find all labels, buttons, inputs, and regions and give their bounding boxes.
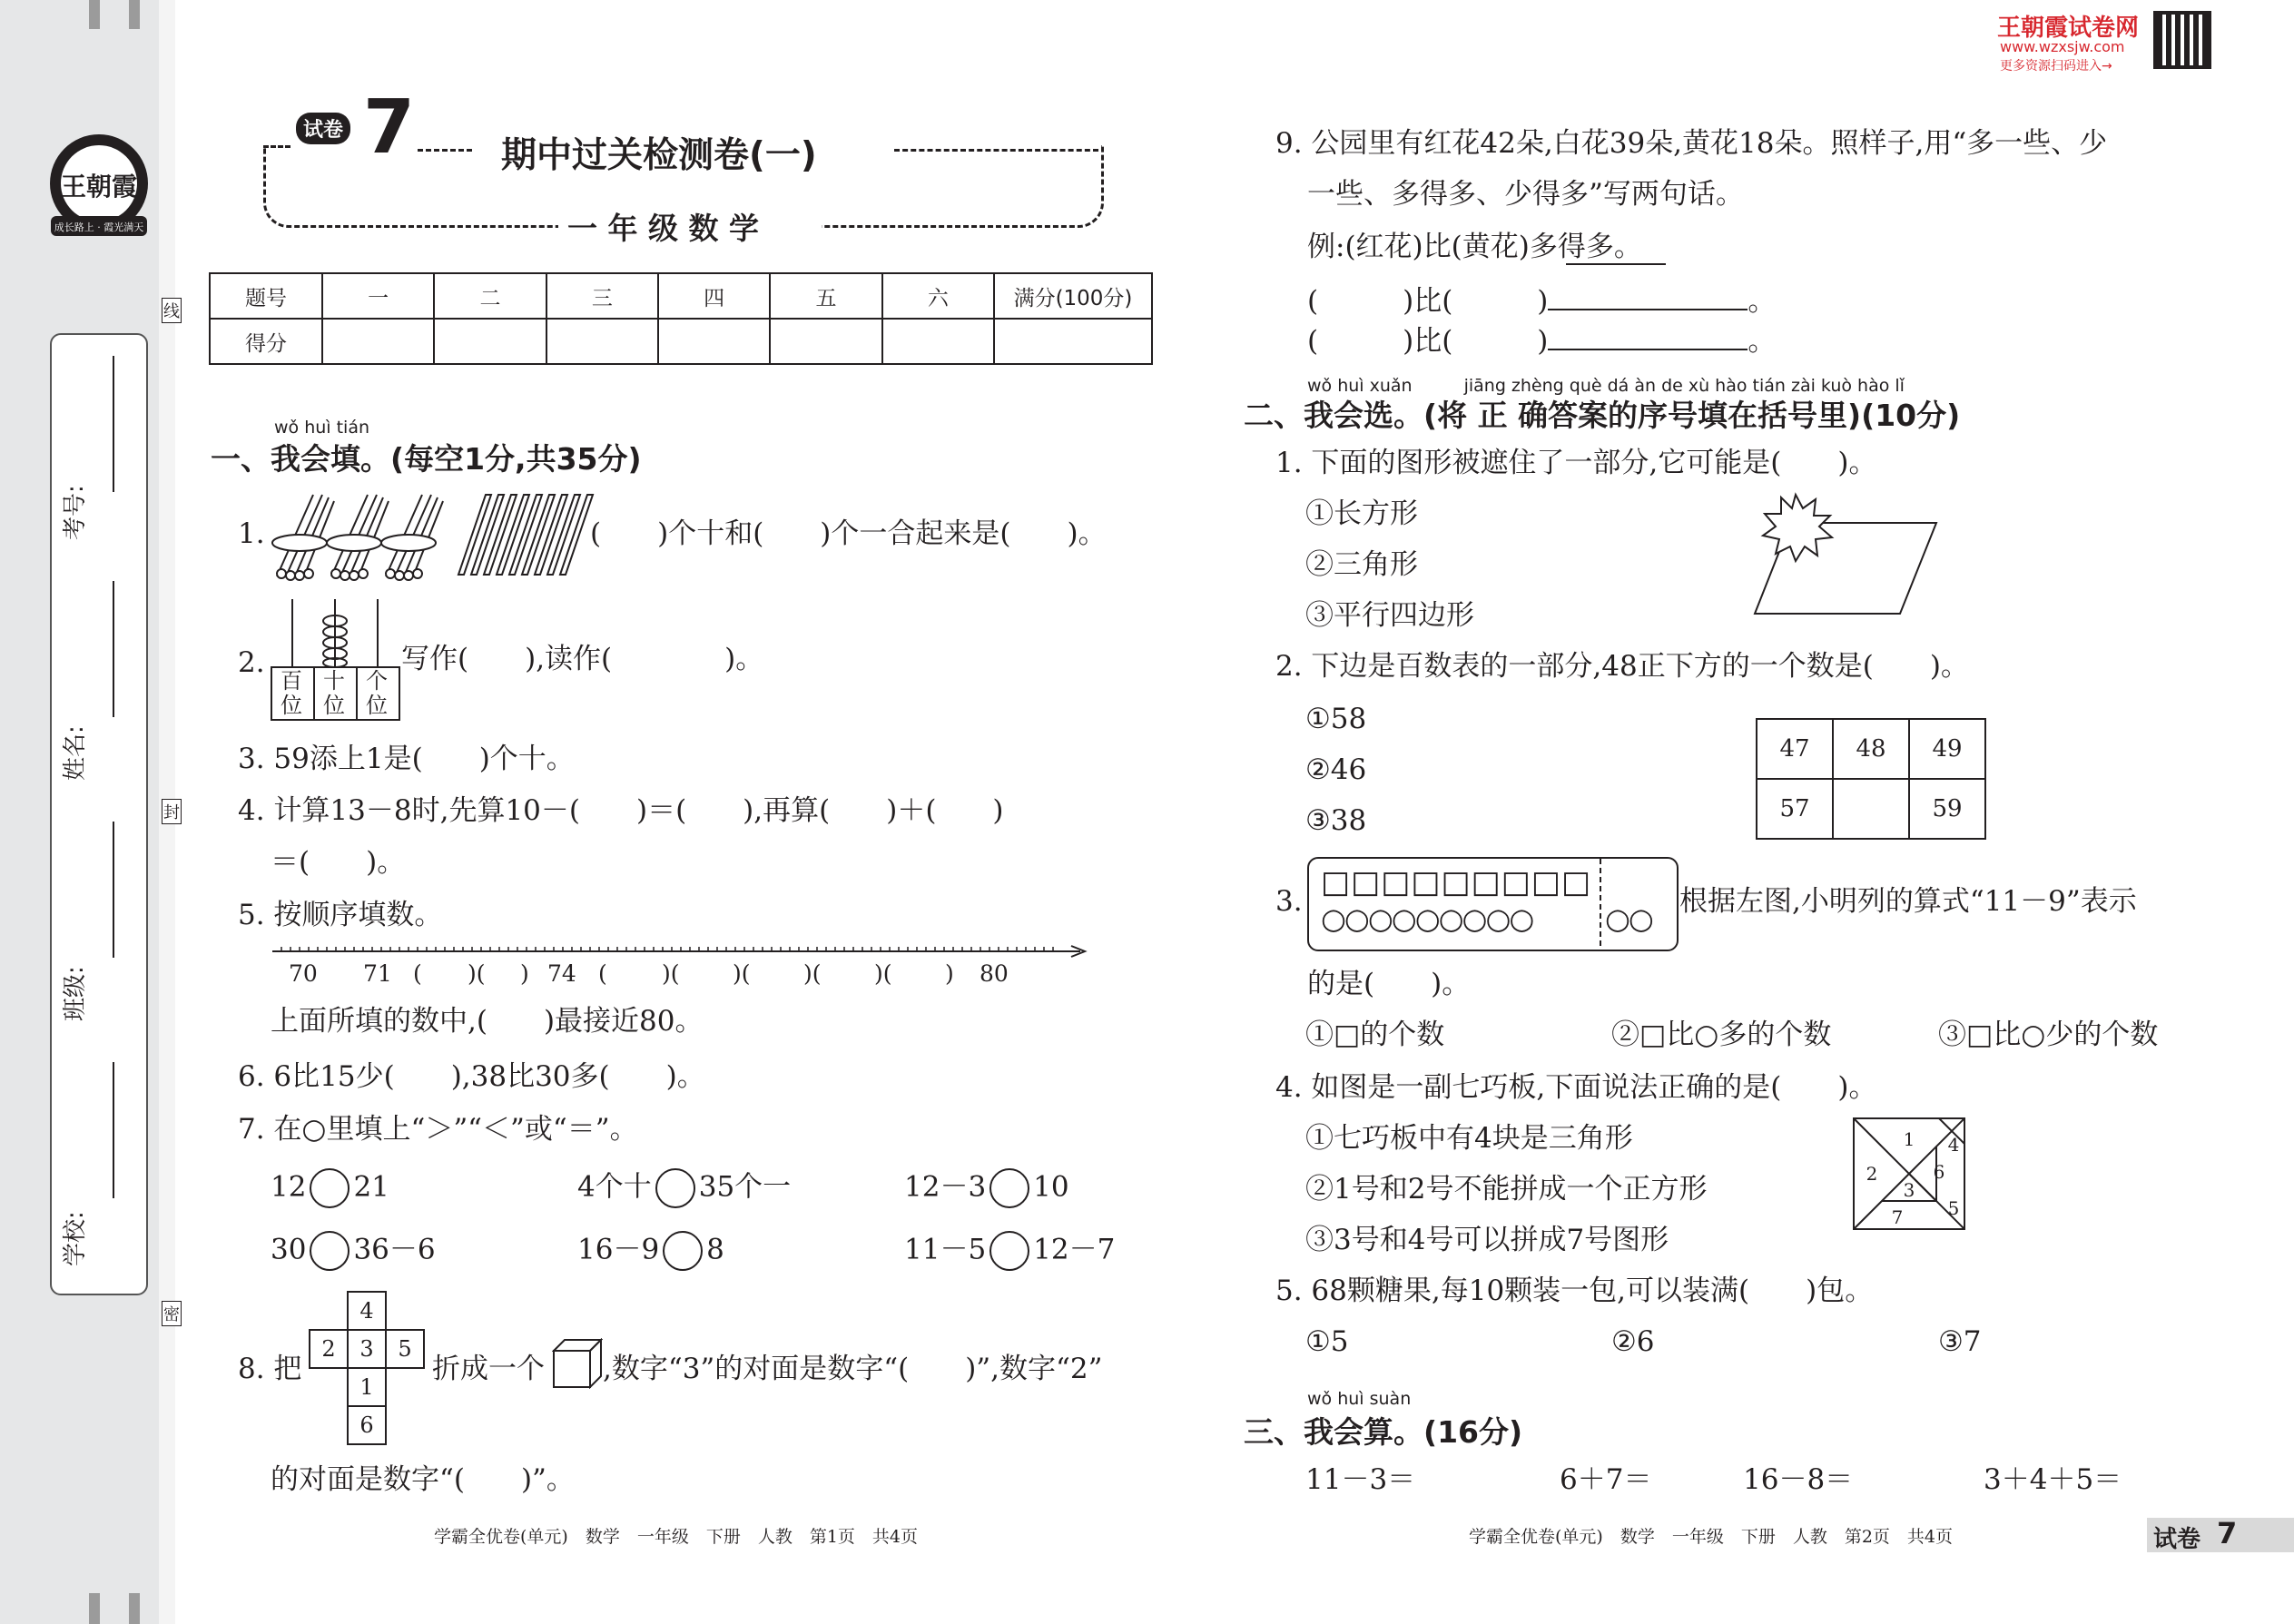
nl-label: )( (733, 960, 751, 987)
q9-line1: 9. 公园里有红花42朵,白花39朵,黄花18朵。照样子,用“多一些、少 (1275, 127, 2108, 160)
score-cell: 题号 (210, 273, 322, 319)
page-tab-number: 7 (2217, 1516, 2238, 1550)
compare-item: 16－9 8 (577, 1231, 724, 1271)
brand-name: 王朝霞 (60, 172, 137, 202)
compare-circle[interactable] (310, 1168, 350, 1208)
option: ①七巧板中有4块是三角形 (1305, 1122, 1633, 1155)
punch-marks-bottom (89, 1593, 143, 1624)
header-frame-top-mid (418, 149, 472, 152)
net-cell: 4 (347, 1291, 387, 1331)
s2-q3-text: 根据左图,小明列的算式“11－9”表示 (1679, 885, 2137, 918)
site-url[interactable]: www.wzxsjw.com (2000, 38, 2125, 55)
q6-text: 6. 6比15少( ),38比30多( )。 (238, 1060, 705, 1093)
compare-item: 12 21 (271, 1168, 389, 1208)
site-note: 更多资源扫码进入→ (2000, 59, 2112, 74)
score-input[interactable] (994, 319, 1152, 364)
q1-text: ( )个十和( )个一合起来是( )。 (590, 517, 1107, 550)
q8-suffix: ,数字“3”的对面是数字“( )”,数字“2” (603, 1353, 1103, 1385)
label-name: 姓名: (62, 725, 89, 781)
section1-title: 一、我会填。(每空1分,共35分) (211, 441, 642, 477)
option: ①长方形 (1305, 497, 1418, 530)
nl-label: )( (662, 960, 680, 987)
nl-label: ( (413, 960, 422, 987)
line-class[interactable] (113, 822, 114, 958)
q4-text: 4. 计算13－8时,先算10－( )＝( ),再算( )＋( ) (238, 794, 1004, 827)
nl-label: 80 (980, 960, 1009, 987)
bind-mark-seal: 封 (162, 799, 182, 824)
option: ②46 (1305, 753, 1367, 786)
section2-title: 二、我会选。(将 正 确答案的序号填在括号里)(10分) (1244, 398, 1961, 433)
option: ②□比○多的个数 (1611, 1019, 1832, 1051)
tangram-label: 7 (1891, 1206, 1904, 1228)
score-cell: 五 (770, 273, 881, 319)
q1-num: 1. (238, 517, 265, 550)
hundred-cell: 47 (1757, 719, 1833, 779)
cube-icon (552, 1338, 603, 1393)
section3-title: 三、我会算。(16分) (1244, 1414, 1523, 1450)
hundred-cell (1833, 779, 1909, 839)
score-input[interactable] (546, 319, 658, 364)
nl-label: )( (874, 960, 892, 987)
tangram-label: 2 (1866, 1163, 1878, 1185)
option: ③平行四边形 (1305, 599, 1474, 632)
nl-label: )( (803, 960, 822, 987)
line-school[interactable] (113, 1062, 114, 1198)
bind-mark-secret: 密 (162, 1301, 182, 1326)
q7-text: 7. 在○里填上“＞”“＜”或“＝”。 (238, 1113, 638, 1146)
net-cell: 6 (347, 1405, 387, 1445)
hundred-chart (1756, 718, 1986, 840)
s2-q1: 1. 下面的图形被遮住了一部分,它可能是( )。 (1275, 447, 1877, 479)
bundles-of-sticks-icon (268, 486, 595, 585)
option: ②三角形 (1305, 548, 1418, 581)
q9-answer-line: ( )比( ) 。 (1307, 285, 1777, 318)
score-input[interactable] (658, 319, 770, 364)
option: ③7 (1938, 1325, 1982, 1358)
option: ②1号和2号不能拼成一个正方形 (1305, 1173, 1708, 1206)
s2-q3-followup: 的是( )。 (1307, 968, 1471, 1000)
compare-item: 11－5 12－7 (904, 1231, 1115, 1271)
hundred-cell: 57 (1757, 779, 1833, 839)
s2-q5: 5. 68颗糖果,每10颗装一包,可以装满( )包。 (1275, 1275, 1874, 1307)
option: ①58 (1305, 703, 1367, 735)
label-exam-number: 考号: (62, 485, 89, 540)
calc-item: 16－8＝ (1743, 1463, 1854, 1496)
header-frame-top-left (263, 145, 290, 151)
label-school: 学校: (62, 1211, 89, 1266)
compare-circle[interactable] (310, 1231, 350, 1271)
tangram-label: 6 (1933, 1161, 1945, 1183)
section2-pinyin: wǒ huì xuǎn jiāng zhèng què dá àn de xù hào tián zài kuò hào lǐ (1307, 376, 1905, 396)
compare-item: 12－3 10 (904, 1168, 1069, 1208)
score-input[interactable] (434, 319, 546, 364)
abacus-label-tens: 十位 (323, 668, 345, 718)
tangram-label: 3 (1903, 1179, 1915, 1201)
q8-mid: 折成一个 (432, 1353, 545, 1385)
calc-item: 3＋4＋5＝ (1984, 1463, 2122, 1496)
hidden-parallelogram-figure (1750, 490, 1941, 621)
abacus-label-ones: 个位 (366, 668, 388, 718)
net-cell: 2 (309, 1329, 349, 1369)
brand-logo (45, 127, 153, 245)
tangram-figure (1852, 1117, 1966, 1235)
calc-item: 11－3＝ (1305, 1463, 1416, 1496)
q5-text: 5. 按顺序填数。 (238, 899, 443, 931)
score-row-label: 得分 (210, 319, 322, 364)
score-input[interactable] (770, 319, 881, 364)
q4-text-cont: ＝( )。 (271, 846, 406, 879)
q2-num: 2. (238, 646, 265, 679)
circle-extra: ○○ (1605, 901, 1652, 936)
nl-label: )( (468, 960, 486, 987)
compare-circle[interactable] (655, 1168, 695, 1208)
header-subtitle: 一 年 级 数 学 (567, 211, 759, 246)
label-class: 班级: (62, 966, 89, 1021)
section3-pinyin: wǒ huì suàn (1307, 1389, 1412, 1409)
nl-label: 70 (289, 960, 318, 987)
score-input[interactable] (882, 319, 994, 364)
q2-text: 写作( ),读作( )。 (401, 643, 764, 675)
hundred-cell: 49 (1909, 719, 1985, 779)
student-info-box (50, 333, 148, 1295)
option: ③38 (1305, 804, 1367, 837)
cube-net (309, 1291, 427, 1443)
bind-mark-line: 线 (162, 298, 182, 323)
q9-answer-line: ( )比( ) 。 (1307, 325, 1777, 358)
header-frame-top-right (894, 149, 1098, 152)
footer-left: 学霸全优卷(单元) 数学 一年级 下册 人教 第1页 共4页 (434, 1527, 919, 1547)
nl-label: ) (945, 960, 954, 987)
nl-label: ) (520, 960, 529, 987)
nl-label: 74 (547, 960, 576, 987)
q9-example: 例:(红花)比(黄花)多得多。 (1307, 231, 1642, 263)
tangram-label: 1 (1903, 1128, 1915, 1150)
shapes-divider (1600, 859, 1601, 946)
net-cell: 5 (385, 1329, 425, 1369)
q8-followup: 的对面是数字“( )”。 (271, 1463, 575, 1496)
option: ①5 (1305, 1325, 1349, 1358)
punch-marks-top (89, 0, 143, 29)
score-cell: 二 (434, 273, 546, 319)
answer-blank[interactable] (1548, 283, 1748, 310)
nl-label: 71 (363, 960, 392, 987)
site-name: 王朝霞试卷网 (1997, 15, 2140, 42)
tangram-label: 4 (1947, 1134, 1960, 1156)
svg-text:成长路上 · 霞光满天: 成长路上 · 霞光满天 (54, 221, 144, 233)
circle-row: ○○○○○○○○○ (1321, 901, 1533, 936)
score-input[interactable] (322, 319, 434, 364)
line-name[interactable] (113, 581, 114, 717)
s2-q3-num: 3. (1275, 885, 1303, 918)
header-number: 7 (363, 84, 416, 171)
footer-right: 学霸全优卷(单元) 数学 一年级 下册 人教 第2页 共4页 (1469, 1527, 1954, 1547)
score-cell: 满分(100分) (994, 273, 1152, 319)
score-cell: 三 (546, 273, 658, 319)
option: ③□比○少的个数 (1938, 1019, 2159, 1051)
q9-line2: 一些、多得多、少得多”写两句话。 (1307, 178, 1744, 211)
nl-label: ( (598, 960, 607, 987)
square-row: □□□□□□□□□ (1321, 864, 1592, 901)
option: ①□的个数 (1305, 1019, 1445, 1051)
tangram-label: 5 (1947, 1197, 1960, 1219)
example-underline (1566, 263, 1666, 265)
net-cell: 1 (347, 1367, 387, 1407)
header-badge: 试卷 (296, 113, 350, 144)
page-title: 期中过关检测卷(一) (501, 135, 817, 176)
q8-prefix: 8. 把 (238, 1353, 302, 1385)
compare-item: 30 36－6 (271, 1231, 436, 1271)
compare-circle[interactable] (663, 1231, 703, 1271)
s2-q4: 4. 如图是一副七巧板,下面说法正确的是( )。 (1275, 1071, 1877, 1104)
hundred-cell: 48 (1833, 719, 1909, 779)
option: ②6 (1611, 1325, 1655, 1358)
net-cell: 3 (347, 1329, 387, 1369)
option: ③3号和4号可以拼成7号图形 (1305, 1224, 1669, 1256)
score-cell: 四 (658, 273, 770, 319)
compare-circle[interactable] (989, 1168, 1029, 1208)
calc-item: 6＋7＝ (1560, 1463, 1652, 1496)
score-table (209, 272, 1153, 365)
compare-circle[interactable] (989, 1231, 1029, 1271)
score-cell: 六 (882, 273, 994, 319)
qr-code[interactable] (2153, 11, 2211, 69)
score-cell: 一 (322, 273, 434, 319)
line-exam-number[interactable] (113, 356, 114, 492)
abacus-label-hundreds: 百位 (281, 668, 302, 718)
s2-q2: 2. 下边是百数表的一部分,48正下方的一个数是( )。 (1275, 650, 1969, 683)
number-line-labels (289, 960, 1088, 987)
page-tab-label: 试卷 (2153, 1526, 2201, 1553)
q5-followup: 上面所填的数中,( )最接近80。 (271, 1005, 704, 1038)
answer-blank[interactable] (1548, 323, 1748, 350)
section1-pinyin: wǒ huì tián (274, 418, 370, 438)
compare-item: 4个十 35个一 (577, 1168, 791, 1208)
hundred-cell: 59 (1909, 779, 1985, 839)
q3-text: 3. 59添上1是( )个十。 (238, 743, 575, 775)
